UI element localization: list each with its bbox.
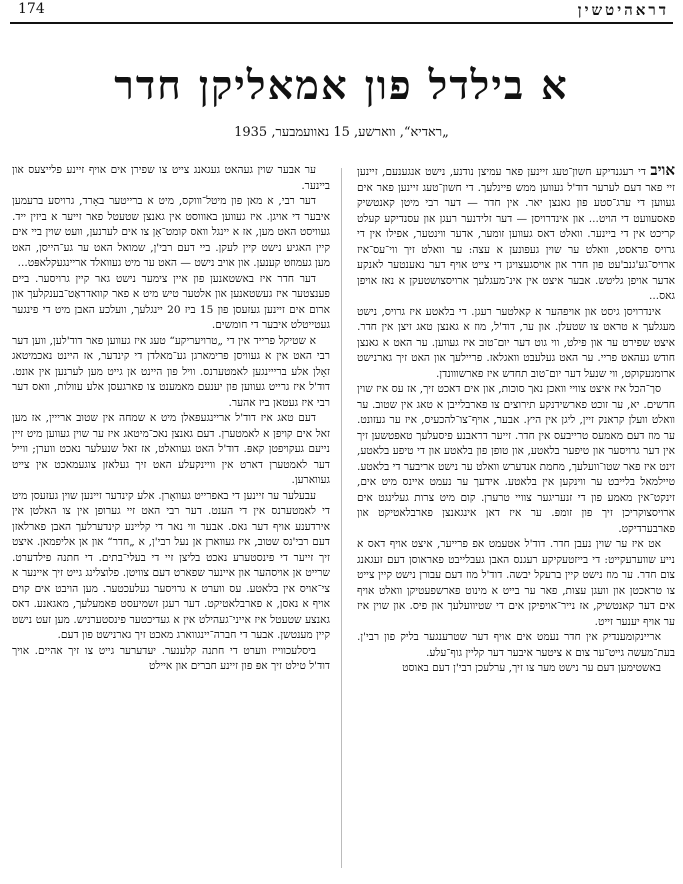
paragraph: אינדרויסן גיסט און אויפהער א קאלטער רעגן. די בלאטע איז גרויס, נישט מעגלעך א טראט צו שטעלן. און ער, דוד'ל, מוז א גאנצן טאג זיצן אין חדר. איצט שפירט ער און פילט, ווי גוט דער יום־טוב איז געווען. ער האט א גאנצן חודש געהאט פריי. ער האט געלעבט וואגלאז. פריילעך און האט זיך גארנישט ארומגעקוקט, ווי שנעל דער יום־טוב תחדש איז פארשווונדן. [357, 305, 675, 380]
running-head: דראהיטשין [577, 1, 669, 19]
header-rule [10, 22, 673, 24]
paragraph: דער רבי, א מאן פון מיטל־וווקס, מיט א ברייטער באָרד, גרויסע ברעמען איבער די אויגן. איז געווען באוווסט אין גאנצן שטעטל פאר זייער א ביזין ייד. געוויסט האט מען, אז א יינגל וואס קומט־אָן צו אים לערנען, וועט שוין ביי אים קיין האגיע נישט קיין לעקן. ביי דעם רבי'ן, שמואל האט ער גע־הייסן, האט מען געמוזט קענען. און אויב נישט — האט ער מיט געוואלד אריינגעקלאפּט... [12, 195, 330, 269]
paragraph: עבעלער ער זיינען די באפרייט געוואָרן. אלע קינדער זיינען שוין געזעסן מיט די לאמטערנס אין די הענט. דער רבי האט זיי גערופן אין צו האלטן אין אירדענע אויף דער גאס. אבער ווי נאר די קליינע קינדערלעך האבן פארלאזן דעם רבי'נס שטוב, איז געווארן אן נעל רבי'ן, א „חדר“ און אן אליפמאן. איצט זיך זייער די פינסטערע נאכט בליצן זיי די בעלי־בתים. די חתנה פילדערט. שרייט אן אויסהער און איינער שפארט דעם צוויטן. פלוצלינג גייט זיך איינער א צי־אויס אין בלאטע. עס ווערט א גרויסער געלעכטער. מען הויבט אים קוים אויף א נאסן, א פארבלאטיקט. דער רעגן זשמיעסט פאמעלעך, מאגאנע. דאס גאנצע שטעטל איז אייני־געהילט אין א געדיכטער פינסטערניש. מען זעט נישט קיין מענטשן. אבער די חברה־יינגווארג מאכט זיך גארנישט פון דעם. [12, 489, 330, 641]
text-column-left [12, 163, 330, 881]
paragraph [357, 163, 675, 305]
paragraph: דעם טאג איז דוד'ל אריינגעפאלן מיט א שמחה אין שטוב ארייין, אז מען זאל אים קויפן א לאמטערן. דעם גאנצן נאכ־מיטאג איז ער שוין געווען מיט זיין נייעם געקויפטן קאפּ. דוד'ל האט געוואלט, אז זאל שנעלער נאכט ווערן; ווייל דער לאמטערן דארט אין וויינקעלע האט זיך געלאזן צוגעמאכט אין צייט געווארען. [12, 412, 330, 486]
drop-word: אויב [650, 163, 675, 179]
paragraph: באשטימען דעם ער נישט מער צו זיך, ערלעכן רבי'ן דעם באוסט [402, 662, 661, 674]
paragraph: סך־הכל איז איצט צוויי וואכן נאך סוכות, און אים דאכט זיך, אז עס איז שוין חדשים. יא, ער זוכט פארשידנקע תירוצים צו פארבלייבן א טאג אין שטוב. ער וואלט וועלן קראנק זיין, ליגן אין היץ. אבער, אויף־צו־להכעיס, איז ער געזונט. ער מוז דעם מאמעס טרייבעס אין חדר. זייער דראבנע פיסעלעך טאפטשען זיך אין דער גרויסער און טיפער בלאטע, און טופן פון בלאטע און די טיפע בלאטע, זינט איז פאר שטו־וועלעך, מחמת אנדערש וואלט ער נישט אריבער די בלאטע. טיילמאל בלייבט ער ווינקען אין בלאטע. אידעך ער נעמט איינס מיט אים, זינקט־אין מאמע פון די זנעריגער צוויי טרערן. קום מיט צרות געלינגט אים ארויסצוקריכן זיך פון זומפּ. ער איז דאן אינגאנצן פארבלאטיקט און פארבערדיקט. [357, 383, 675, 535]
text-column-right [357, 163, 675, 881]
paragraph: ביסלעכווייז ווערט די חתנה קלענער. יעדערער גייט צו זיך אהיים. אויך דוד'ל טילט זיך אפּ פון זיינע חברים און איילט [12, 644, 330, 672]
page-number: 174 [18, 1, 45, 17]
paragraph: א שטיקל פרייד אין די „טרויעריקע“ טעג איז געווען פאר דוד'לען, ווען דער רבי האט אין א געוויסן פרימארגן גע־מאלדן די קינדער, אז היינט נאכמיטאג זאָלן אלע ברייינגען לאמטערנס. וויל פון היינט אן גייט מען לערנען אין אונט. דוד'ל איז גרייט געווען פון יענעם מאמענט צו פארגעסן אלע עוולות, וואס דער רבי איז געטאן ביז אהער. [12, 334, 330, 409]
paragraph: אריינקומענדיק אין חדר נעמט אים אויף דער שטרענגער בליק פון רבי'ן. בעת־מעשה גייט־ער צום א ציטער איבער דער קליין גוף־עלע. [357, 631, 675, 659]
paragraph-text: די רעגנדיקע חשון־טעג זיינען פאר עמיצן נודנע, נישט אנגענעם, זיינען זיי פאר דעם לערער דוד'ל געווען ממש פיינלעך. די חשון־טעג זיינען פאר אים געווען די ערג־סטע פון גאנצן יאר. אין חדר — דער רבי מיטן קאנטשיק פאסעוועט די הויט... און אינדרויסן — דער זלידנער רעגן און עסנדיקע קעלט קריכט אין די ביינער. וואלט דאס געווען זומער, אדער ווינטער, אפילו אין די גרויס פראסט, וואלט ער שוין געפונען א עצה: ער וואלט זיך ווי־עס־איז ארויס־גע'גנב'עט פון חדר און אויסגעצויגן די צייט אויף דער נאענטער לאנקע אדער אויפן גליטש. אבער איצט אין אינ־מעגלעך ארויסצושטעקן א נאז אויפן גאס... [357, 166, 675, 302]
page-header [10, 0, 673, 22]
paragraph: ער אבער שוין געהאט געגאנג צייט צו שפירן אים אויף זיינע פלייצעס און ביינער. [12, 164, 330, 192]
paragraph: אט איז ער שוין נעבן חדר. דוד'ל אטעמט אפ פרייער, איצט אויף דאס א נייע שווערעקייט: די בייזטעקיקע רעגנס האבן געבלייבט פאראוסן דעם זעגאנג צום חדר. ער מוז נישט קיין ברעקל יבשה. דוד'ל מוז דעם עבורן נישט קיין צייט צו טראכטן און וועגן עצות, פאר ער בייט א מינוט פארשפעטיקן וואלט אויף אים דער קאנטשיק, אז נייר־אויפיקן אים די שטיוועלעך און פיס. און שוין איז ער אויף יענער זייט. [357, 538, 675, 628]
article-title: א בילדל פון אמאליקן חדר [114, 62, 569, 109]
article-subtitle: „ראדיא“, ווארשע, 15 נאוועמבער, 1935 [234, 125, 449, 140]
paragraph: דער חדר איז באשטאנען פון איין צימער נישט גאר קיין גרויסער. ביים פענצטער איז געשטאנען און אלטער טיש מיט א פאר קוואדראַט־בענקלעך און ארום אים זיינען געזעסן פון 15 ביז 20 יינגלעך, וועלכע האבן מיט די פינגער געטייטלט איבער די חומשים. [12, 272, 330, 331]
column-divider [341, 168, 342, 868]
